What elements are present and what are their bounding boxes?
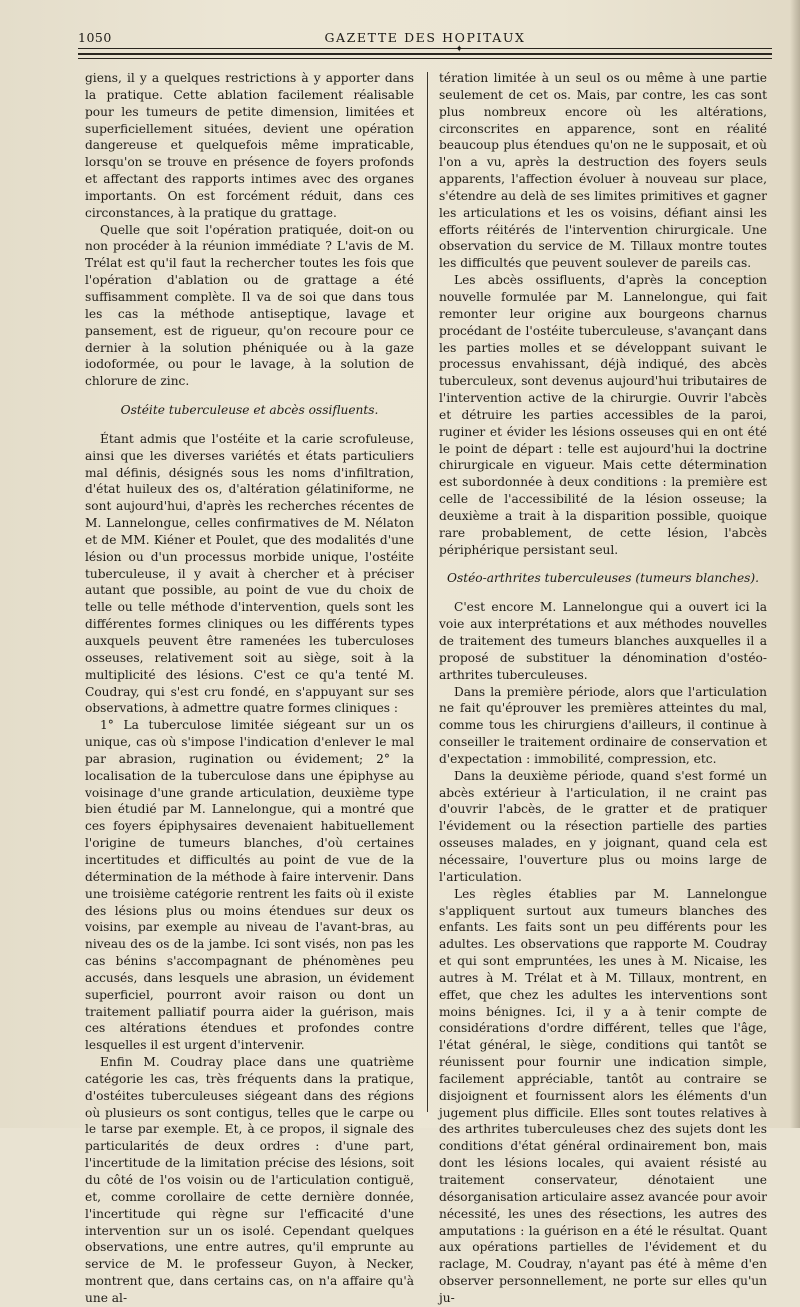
left-paragraph-1: giens, il y a quelques restrictions à y apporter dans la pratique. Cette ablation facilement réalisable pour les tumeurs de petite dimension, limitées et superficiellement situées, devient une opération dangereuse et quelquefois même impraticable, lorsqu'on se trouve en présence de foyers profonds et affectant des rapports intimes avec des organes importants. On est forcément réduit, dans ces circonstances, à la pratique du grattage. [85,71,414,220]
left-paragraph-5: Enfin M. Coudray place dans une quatrième catégorie les cas, très fréquents dans la pratique, d'ostéites tuberculeuses siégeant dans des régions où plusieurs os sont contigus, telles que le carpe ou le tarse par exemple. Et, à ce propos, il signale des particularités de deux ordres : d'une part, l'incertitude de la limitation précise des lésions, soit du côté de l'os voisin ou de l'articulation contiguë, et, comme corollaire de cette dernière donnée, l'incertitude qui règne sur l'efficacité d'une intervention sur un os isolé. Cependant quelques observations, une entre autres, qu'il emprunte au service de M. le professeur Guyon, à Necker, montrent que, dans certains cas, on n'a affaire qu'à une al- [85,1055,414,1305]
right-column [439,70,767,1307]
header-rule-bottom [78,58,772,59]
column-divider [427,72,428,1112]
right-paragraph-1: tération limitée à un seul os ou même à une partie seulement de cet os. Mais, par contre, les cas sont plus nombreux encore où les altérations, circonscrites en apparence, sont en réalité beaucoup plus étendues qu'on ne le supposait, et où l'on a vu, après la destruction des foyers seuls apparents, l'affection évoluer à nouveau sur place, s'étendre au delà de ses limites primitives et gagner les articulations et les os voisins, défiant ainsi les efforts réitérés de l'intervention chirurgicale. Une observation du service de M. Tillaux montre toutes les difficultés que peuvent soulever de pareils cas. [439,71,767,271]
left-column [85,70,414,1307]
header-rule-middle [78,53,772,55]
right-paragraph-6: Les règles établies par M. Lannelongue s'appliquent surtout aux tumeurs blanches des enfants. Les faits sont un peu différents pour les adultes. Les observations que rapporte M. Coudray et qui sont empruntées, les unes à M. Nicaise, les autres à M. Trélat et à M. Tillaux, montrent, en effet, que chez les adultes les interventions sont moins bénignes. Ici, il y a à tenir compte de considérations d'ordre différent, telles que l'âge, l'état général, le siège, conditions qui tantôt se réunissent pour fournir une indication simple, facilement appréciable, tantôt au contraire se disjoignent et fournissent alors les éléments d'un jugement plus difficile. Elles sont toutes relatives à des arthrites tuberculeuses chez des sujets dont les conditions d'état général ordinairement bon, mais dont les lésions locales, qui avaient résisté au traitement conservateur, dénotaient une désorganisation articulaire assez avancée pour avoir nécessité, les unes des résections, les autres des amputations : la guérison en a été le résultat. Quant aux opérations partielles de l'évidement et du raclage, M. Coudray, n'ayant pas été à même d'en observer personnellement, ne porte sur elles qu'un ju- [439,886,767,1305]
page-header [78,30,772,50]
header-ornament-icon: ✦ [455,44,464,55]
page-edge-shadow [790,0,800,1128]
section-heading-osteite: Ostéite tuberculeuse et abcès ossifluents. [120,403,379,418]
right-paragraph-3: C'est encore M. Lannelongue qui a ouvert ici la voie aux interprétations et aux méthodes nouvelles de traitement des tumeurs blanches auxquelles il a proposé de substituer la dénomination d'ostéo-arthrites tuberculeuses. [439,600,767,682]
left-paragraph-4: 1° La tuberculose limitée siégeant sur un os unique, cas où s'impose l'indication d'enlever le mal par abrasion, rugination ou évidement; 2° la localisation de la tuberculose dans une épiphyse au voisinage d'une grande articulation, deuxième type bien étudié par M. Lannelongue, qui a montré que ces foyers épiphysaires devenaient habituellement l'origine de tumeurs blanches, d'où certaines incertitudes et difficultés au point de vue de la détermination de la méthode à faire intervenir. Dans une troisième catégorie rentrent les faits où il existe des lésions plus ou moins étendues sur deux os voisins, par exemple au niveau de l'avant-bras, au niveau des os de la jambe. Ici sont visés, non pas les cas bénins s'accompagnant de phénomènes peu accusés, dans lesquels une abrasion, un évidement superficiel, pourront avoir raison ou dont un traitement palliatif pourra aider la guérison, mais ces altérations étendues et profondes contre lesquelles il est urgent d'intervenir. [85,718,414,1053]
right-paragraph-5: Dans la deuxième période, quand s'est formé un abcès extérieur à l'articulation, il ne craint pas d'ouvrir l'abcès, de le gratter et de pratiquer l'évidement ou la résection partielle des parties osseuses malades, en y joignant, quand cela est nécessaire, l'ouverture plus ou moins large de l'articulation. [439,768,767,884]
left-paragraph-2: Quelle que soit l'opération pratiquée, doit-on ou non procéder à la réunion immédiate ? L'avis de M. Trélat est qu'il faut la rechercher toutes les fois que l'opération d'ablation ou de grattage a été suffisamment complète. Il va de soi que dans tous les cas la méthode antiseptique, lavage et pansement, est de rigueur, qu'on recoure pour ce dernier à la solution phéniquée ou à la gaze iodoformée, ou pour le lavage, à la solution de chlorure de zinc. [85,222,414,389]
page-number: 1050 [78,30,112,45]
right-paragraph-4: Dans la première période, alors que l'articulation ne fait qu'éprouver les premières atteintes du mal, comme tous les chirurgiens d'ailleurs, il continue à conseiller le traitement ordinaire de conservation et d'expectation : immobilité, compression, etc. [439,684,767,766]
right-paragraph-2: Les abcès ossifluents, d'après la conception nouvelle formulée par M. Lannelongue, qui fait remonter leur origine aux bourgeons charnus procédant de l'ostéite tuberculeuse, s'avançant dans les parties molles et se développant suivant le processus envahissant, déjà indiqué, des abcès tuberculeux, sont devenus aujourd'hui tributaires de l'intervention active de la chirurgie. Ouvrir l'abcès et détruire les parties accessibles de la paroi, ruginer et évider les lésions osseuses qui en ont été le point de départ : telle est aujourd'hui la doctrine chirurgicale en vigueur. Mais cette détermination est subordonnée à deux conditions : la première est celle de l'accessibilité de la lésion osseuse; la deuxième a trait à la disparition possible, quoique rare probablement, de cette lésion, l'abcès périphérique persistant seul. [439,273,767,557]
left-paragraph-3: Étant admis que l'ostéite et la carie scrofuleuse, ainsi que les diverses variétés et états particuliers mal définis, désignés sous les noms d'infiltration, d'état huileux des os, d'altération gélatiniforme, ne sont aujourd'hui, d'après les recherches récentes de M. Lannelongue, celles confirmatives de M. Nélaton et de MM. Kiéner et Poulet, que des modalités d'une lésion ou d'un processus morbide unique, l'ostéite tuberculeuse, il y avait à chercher et à préciser autant que possible, au point de vue du choix de telle ou telle méthode d'intervention, quels sont les différentes formes cliniques ou les différents types auxquels peuvent être ramenées les tuberculoses osseuses, relativement soit au siège, soit à la multiplicité des lésions. C'est ce qu'a tenté M. Coudray, qui s'est cru fondé, en s'appuyant sur ses observations, à admettre quatre formes cliniques : [85,431,414,716]
running-title: GAZETTE DES HOPITAUX [324,30,526,45]
section-heading-osteo-arthrites: Ostéo-arthrites tuberculeuses (tumeurs blanches). [446,571,760,586]
header-rule-top [78,48,772,49]
